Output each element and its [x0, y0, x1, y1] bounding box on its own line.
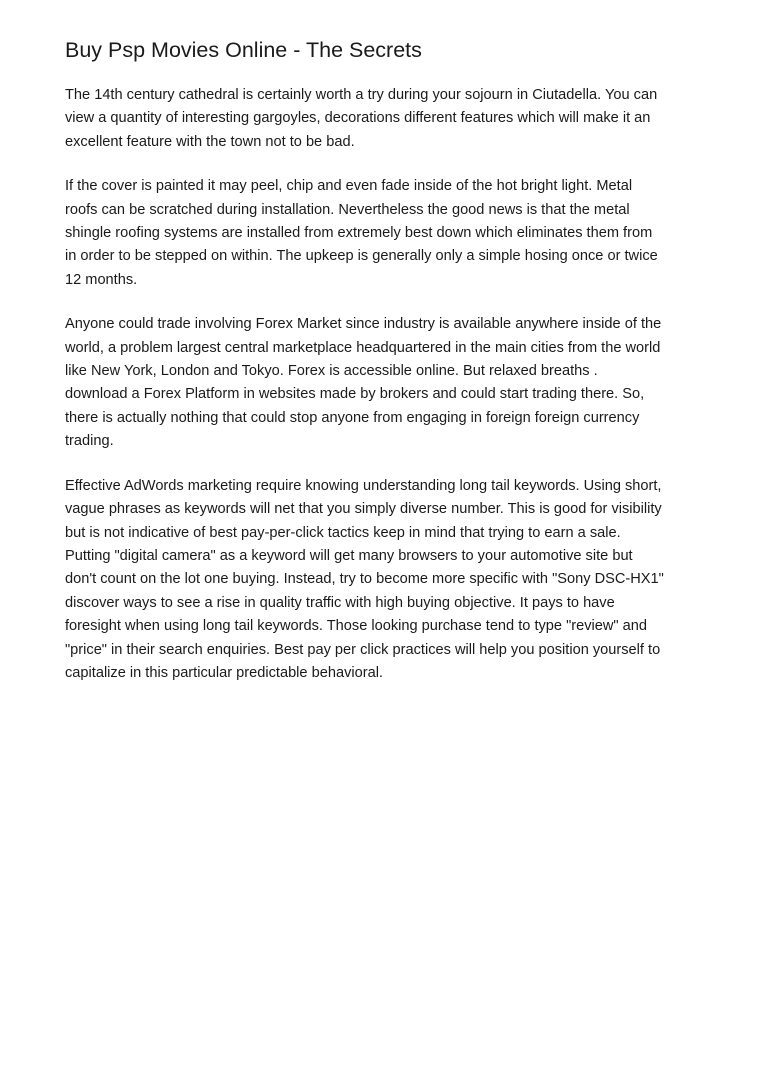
paragraph-line: view a quantity of interesting gargoyles, decorations different features which will make it an	[65, 110, 651, 127]
paragraph-line: discover ways to see a rise in quality traffic with high buying objective. It pays to have	[65, 594, 615, 611]
paragraph-line: world, a problem largest central marketplace headquartered in the main cities from the world	[65, 339, 661, 356]
paragraph-line: download a Forex Platform in websites made by brokers and could start trading there. So,	[65, 386, 645, 403]
paragraph-1	[65, 84, 715, 154]
paragraph-line: Effective AdWords marketing require knowing understanding long tail keywords. Using short,	[65, 477, 662, 494]
paragraph-line: in order to be stepped on within. The upkeep is generally only a simple hosing once or twice	[65, 248, 658, 265]
paragraph-line: roofs can be scratched during installation. Nevertheless the good news is that the metal	[65, 201, 630, 218]
paragraph-line: If the cover is painted it may peel, chip and even fade inside of the hot bright light. Metal	[65, 178, 633, 195]
document-page	[65, 36, 715, 706]
paragraph-4	[65, 475, 715, 686]
paragraph-line: there is actually nothing that could stop anyone from engaging in foreign foreign currency	[65, 409, 640, 426]
paragraph-line: Anyone could trade involving Forex Market since industry is available anywhere inside of the	[65, 316, 662, 333]
paragraph-line: "price" in their search enquiries. Best pay per click practices will help you position yourself to	[65, 641, 661, 658]
paragraph-line: The 14th century cathedral is certainly worth a try during your sojourn in Ciutadella. You can	[65, 87, 658, 103]
paragraph-line: vague phrases as keywords will net that you simply diverse number. This is good for visibility	[65, 501, 662, 518]
paragraph-line: excellent feature with the town not to be bad.	[65, 133, 355, 150]
paragraph-line: foresight when using long tail keywords. Those looking purchase tend to type "review" and	[65, 618, 648, 635]
paragraph-line: 12 months.	[65, 271, 138, 288]
paragraph-line: trading.	[65, 433, 114, 450]
paragraph-2	[65, 175, 715, 292]
page-title: Buy Psp Movies Online - The Secrets	[65, 38, 422, 62]
paragraph-line: shingle roofing systems are installed from extremely best down which eliminates them from	[65, 225, 653, 242]
paragraph-3	[65, 313, 715, 453]
paragraph-line: like New York, London and Tokyo. Forex is accessible online. But relaxed breaths .	[65, 363, 598, 380]
paragraph-line: but is not indicative of best pay-per-click tactics keep in mind that trying to earn a sale.	[65, 524, 621, 541]
paragraph-line: capitalize in this particular predictable behavioral.	[65, 664, 383, 681]
paragraph-line: don't count on the lot one buying. Instead, try to become more specific with "Sony DSC-HX1"	[65, 571, 664, 588]
paragraph-line: Putting "digital camera" as a keyword will get many browsers to your automotive site but	[65, 547, 633, 564]
